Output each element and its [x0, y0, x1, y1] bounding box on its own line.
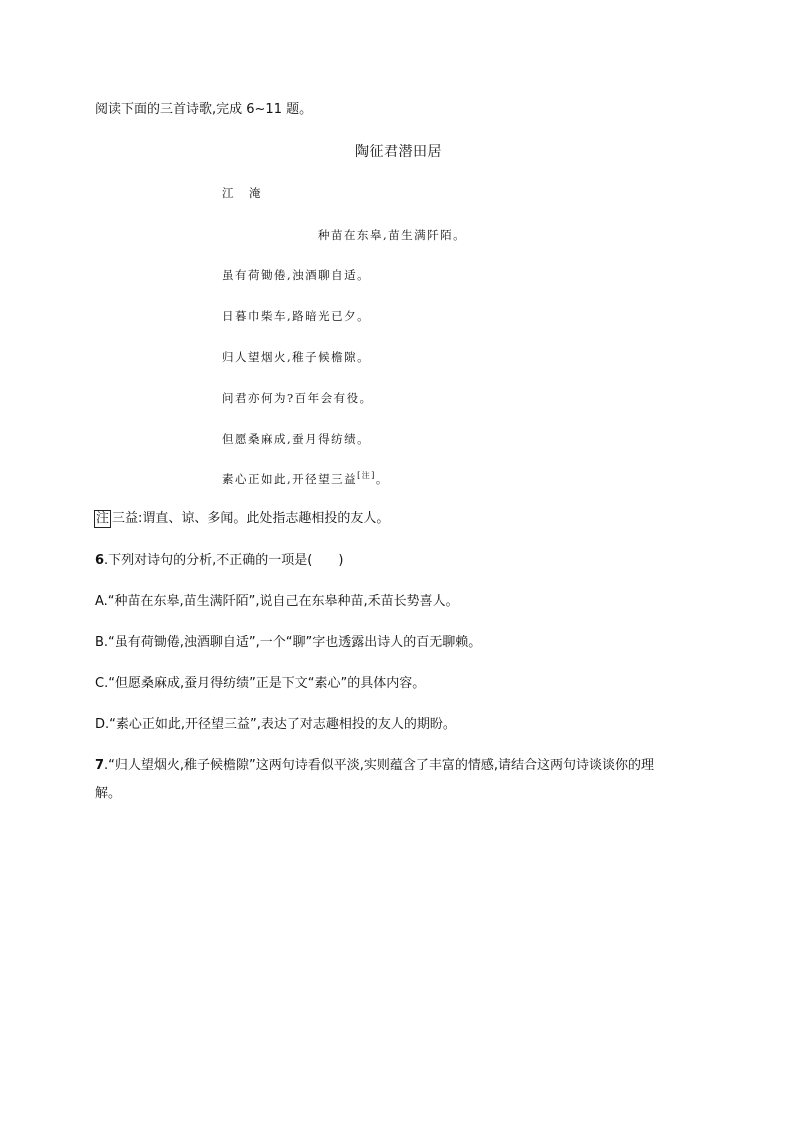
question-7-text: .“归人望烟火,稚子候檐隙”这两句诗看似平淡,实则蕴含了丰富的情感,请结合这两句诗谈谈你的理: [104, 758, 655, 773]
question-6-option-b: B.“虽有荷锄倦,浊酒聊自适”,一个“聊”字也透露出诗人的百无聊赖。: [95, 635, 482, 650]
question-7-continuation: 解。: [95, 786, 122, 801]
question-7-stem: [95, 757, 654, 775]
question-7-number: 7: [95, 758, 105, 773]
poem-title: 陶征君潜田居: [355, 144, 442, 160]
question-6-option-d: D.“素心正如此,开径望三益”,表达了对志趣相投的友人的期盼。: [95, 717, 456, 732]
poem-line-7-text: 素心正如此,开径望三益: [222, 472, 358, 486]
question-6-option-c: C.“但愿桑麻成,蚕月得纺绩”正是下文“素心”的具体内容。: [95, 676, 426, 691]
poem-line-5: 问君亦何为?百年会有役。: [222, 391, 373, 405]
author-char-2: 淹: [249, 186, 262, 200]
poem-line-7-end: 。: [375, 472, 389, 486]
note-marker: [注]: [357, 471, 376, 481]
poem-line-6: 但愿桑麻成,蚕月得纺绩。: [222, 432, 371, 446]
question-6-text: .下列对诗句的分析,不正确的一项是( ): [104, 553, 344, 568]
annotation-text: 三益:谓直、谅、多闻。此处指志趣相投的友人。: [112, 511, 390, 526]
annotation-label: 注: [96, 511, 110, 526]
reading-instruction: 阅读下面的三首诗歌,完成 6~11 题。: [95, 102, 313, 117]
poem-author: [222, 184, 262, 202]
question-6-stem: [95, 552, 343, 570]
poem-line-3: 日暮巾柴车,路暗光已夕。: [222, 309, 371, 323]
author-char-1: 江: [222, 186, 235, 200]
question-6-option-a: A.“种苗在东皋,苗生满阡陌”,说自己在东皋种苗,禾苗长势喜人。: [95, 594, 459, 609]
poem-line-1: 种苗在东皋,苗生满阡陌。: [318, 228, 467, 242]
poem-line-7: [222, 470, 389, 488]
poem-line-2: 虽有荷锄倦,浊酒聊自适。: [222, 268, 371, 282]
question-6-number: 6: [95, 553, 105, 568]
annotation: [94, 510, 389, 528]
poem-line-4: 归人望烟火,稚子候檐隙。: [222, 350, 371, 364]
